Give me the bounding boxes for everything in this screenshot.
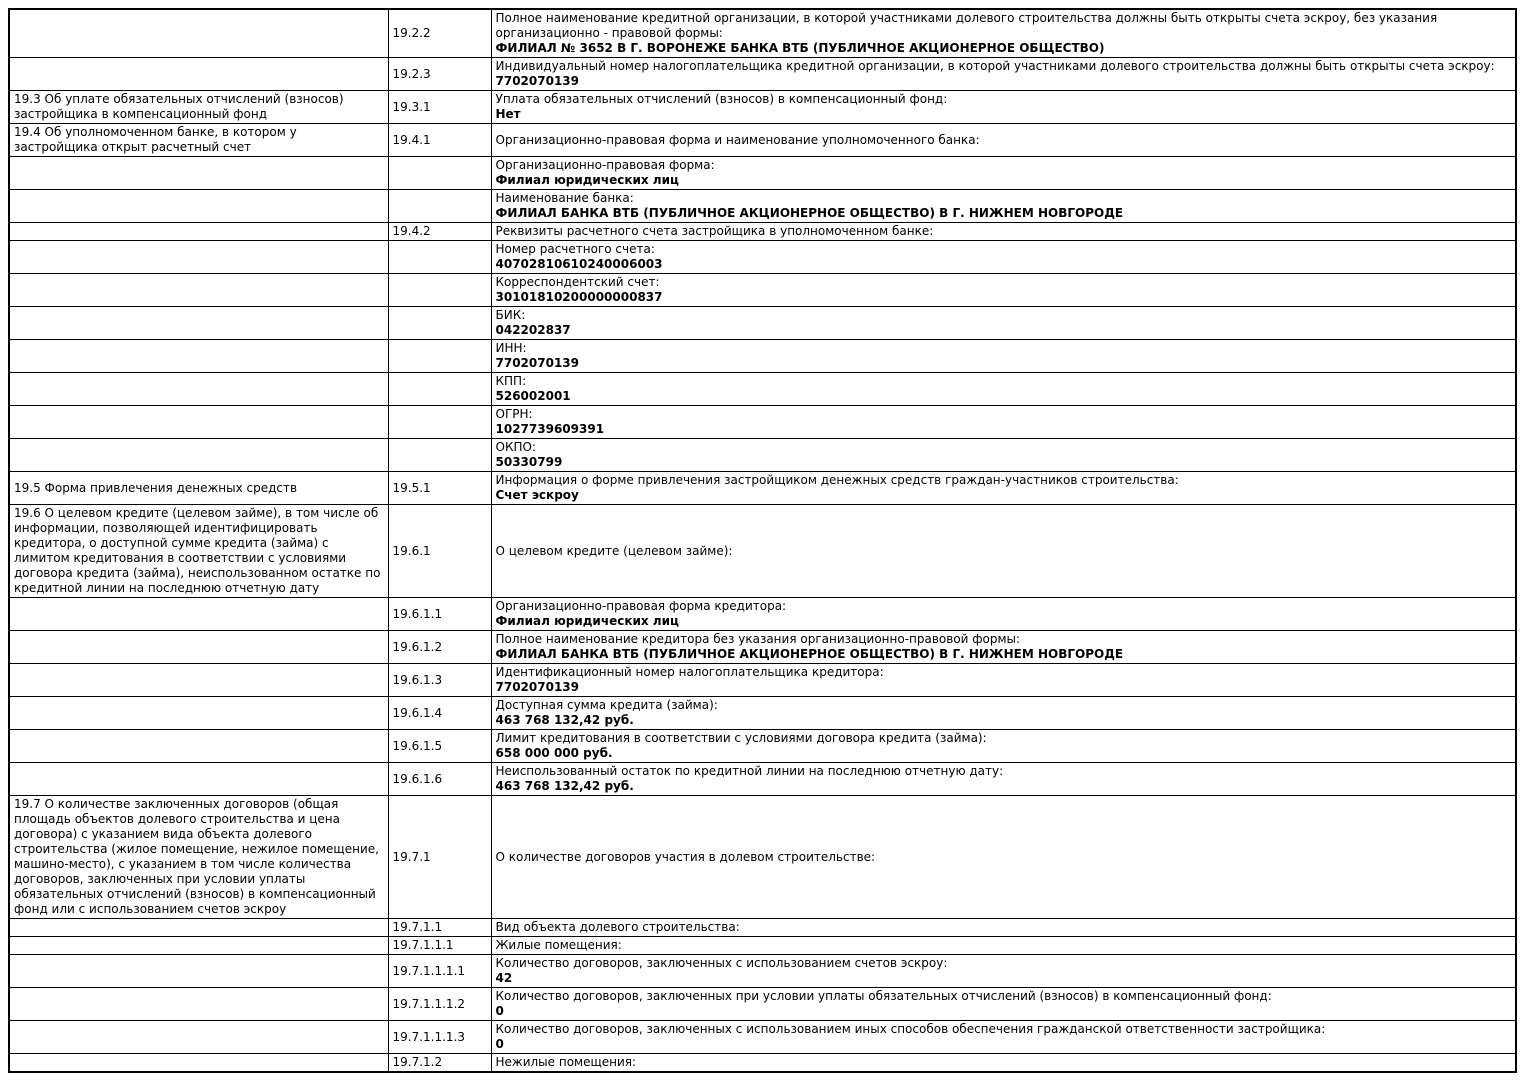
table-row	[9, 763, 1516, 796]
field-label: Неиспользованный остаток по кредитной линии на последнюю отчетную дату:	[495, 764, 1004, 778]
content-cell	[491, 664, 1516, 697]
field-label: Количество договоров, заключенных при условии уплаты обязательных отчислений (взносов) в компенсационный фонд:	[495, 989, 1272, 1003]
declaration-table	[8, 8, 1517, 1073]
table-row	[9, 796, 1516, 919]
section-title-cell: 19.3 Об уплате обязательных отчислений (взносов) застройщика в компенсационный фонд	[9, 91, 388, 124]
section-title-cell	[9, 598, 388, 631]
content-cell	[491, 190, 1516, 223]
field-label: ИНН:	[495, 341, 527, 355]
field-label: Вид объекта долевого строительства:	[495, 920, 740, 934]
field-label: Корреспондентский счет:	[495, 275, 660, 289]
table-row	[9, 1021, 1516, 1054]
clause-number-cell	[388, 157, 491, 190]
field-label: Уплата обязательных отчислений (взносов) в компенсационный фонд:	[495, 92, 948, 106]
clause-number-cell: 19.6.1.2	[388, 631, 491, 664]
field-label: О целевом кредите (целевом займе):	[495, 543, 733, 558]
content-cell	[491, 505, 1516, 598]
table-row	[9, 955, 1516, 988]
content-cell	[491, 340, 1516, 373]
section-title-cell	[9, 763, 388, 796]
table-row	[9, 223, 1516, 241]
table-row	[9, 274, 1516, 307]
content-cell	[491, 373, 1516, 406]
field-label: Количество договоров, заключенных с использованием иных способов обеспечения гражданской ответственности застройщика:	[495, 1022, 1326, 1036]
content-cell	[491, 1054, 1516, 1073]
section-title-cell	[9, 9, 388, 58]
clause-number-cell: 19.7.1.1	[388, 919, 491, 937]
clause-number-cell: 19.7.1.2	[388, 1054, 491, 1073]
section-title-cell	[9, 406, 388, 439]
field-value: 1027739609391	[495, 422, 605, 436]
table-row	[9, 124, 1516, 157]
section-title-cell	[9, 274, 388, 307]
content-cell	[491, 439, 1516, 472]
table-row	[9, 598, 1516, 631]
field-value: 526002001	[495, 389, 571, 403]
field-label: Идентификационный номер налогоплательщика кредитора:	[495, 665, 884, 679]
content-cell	[491, 241, 1516, 274]
section-title-cell	[9, 955, 388, 988]
content-cell	[491, 763, 1516, 796]
field-value: 0	[495, 1004, 504, 1018]
clause-number-cell: 19.2.2	[388, 9, 491, 58]
section-title-cell	[9, 439, 388, 472]
clause-number-cell: 19.6.1.5	[388, 730, 491, 763]
clause-number-cell: 19.4.1	[388, 124, 491, 157]
table-row	[9, 937, 1516, 955]
field-value: Счет эскроу	[495, 488, 579, 502]
field-value: 7702070139	[495, 74, 579, 88]
content-cell	[491, 730, 1516, 763]
table-row	[9, 631, 1516, 664]
section-title-cell	[9, 307, 388, 340]
section-title-cell	[9, 241, 388, 274]
field-label: Доступная сумма кредита (займа):	[495, 698, 718, 712]
field-value: 463 768 132,42 руб.	[495, 779, 634, 793]
clause-number-cell: 19.6.1.1	[388, 598, 491, 631]
clause-number-cell: 19.6.1	[388, 505, 491, 598]
clause-number-cell: 19.2.3	[388, 58, 491, 91]
section-title-cell: 19.5 Форма привлечения денежных средств	[9, 472, 388, 505]
content-cell	[491, 274, 1516, 307]
field-label: Наименование банка:	[495, 191, 634, 205]
clause-number-cell: 19.7.1.1.1.3	[388, 1021, 491, 1054]
section-title-cell	[9, 1054, 388, 1073]
section-title-cell	[9, 373, 388, 406]
table-row	[9, 58, 1516, 91]
table-row	[9, 190, 1516, 223]
field-value: Филиал юридических лиц	[495, 614, 679, 628]
field-label: Количество договоров, заключенных с использованием счетов эскроу:	[495, 956, 948, 970]
table-row	[9, 988, 1516, 1021]
field-value: 0	[495, 1037, 504, 1051]
field-value: 658 000 000 руб.	[495, 746, 613, 760]
clause-number-cell	[388, 406, 491, 439]
clause-number-cell: 19.7.1.1.1.1	[388, 955, 491, 988]
content-cell	[491, 406, 1516, 439]
clause-number-cell	[388, 373, 491, 406]
field-value: ФИЛИАЛ № 3652 В Г. ВОРОНЕЖЕ БАНКА ВТБ (ПУБЛИЧНОЕ АКЦИОНЕРНОЕ ОБЩЕСТВО)	[495, 41, 1105, 55]
clause-number-cell: 19.4.2	[388, 223, 491, 241]
table-row	[9, 697, 1516, 730]
section-title-cell	[9, 1021, 388, 1054]
table-row	[9, 9, 1516, 58]
content-cell	[491, 631, 1516, 664]
field-value: 40702810610240006003	[495, 257, 663, 271]
field-label: Нежилые помещения:	[495, 1055, 637, 1069]
content-cell	[491, 1021, 1516, 1054]
section-title-cell	[9, 697, 388, 730]
clause-number-cell	[388, 340, 491, 373]
section-title-cell	[9, 937, 388, 955]
content-cell	[491, 955, 1516, 988]
table-row	[9, 91, 1516, 124]
field-value: 50330799	[495, 455, 563, 469]
content-cell	[491, 307, 1516, 340]
clause-number-cell: 19.7.1	[388, 796, 491, 919]
clause-number-cell: 19.7.1.1.1	[388, 937, 491, 955]
table-row	[9, 406, 1516, 439]
field-value: Нет	[495, 107, 521, 121]
section-title-cell	[9, 988, 388, 1021]
field-label: БИК:	[495, 308, 526, 322]
field-label: Организационно-правовая форма и наименование уполномоченного банка:	[495, 132, 980, 147]
field-label: Жилые помещения:	[495, 938, 622, 952]
section-title-cell: 19.7 О количестве заключенных договоров (общая площадь объектов долевого строительства и цена договора) с указанием вида объекта долевого строительства (жилое помещение, нежилое помещение, машино-место), с указанием в том числе количества договоров, заключенных при условии уплаты обязательных отчислений (взносов) в компенсационный фонд или с использованием счетов эскроу	[9, 796, 388, 919]
field-label: КПП:	[495, 374, 527, 388]
clause-number-cell	[388, 274, 491, 307]
table-row	[9, 505, 1516, 598]
table-row	[9, 919, 1516, 937]
field-value: Филиал юридических лиц	[495, 173, 679, 187]
section-title-cell	[9, 631, 388, 664]
content-cell	[491, 157, 1516, 190]
section-title-cell: 19.4 Об уполномоченном банке, в котором у застройщика открыт расчетный счет	[9, 124, 388, 157]
content-cell	[491, 988, 1516, 1021]
field-label: Реквизиты расчетного счета застройщика в уполномоченном банке:	[495, 224, 934, 238]
field-label: Полное наименование кредитной организации, в которой участниками долевого строительства должны быть открыты счета эскроу, без указания организационно - правовой формы:	[495, 11, 1438, 40]
content-cell	[491, 223, 1516, 241]
table-row	[9, 472, 1516, 505]
section-title-cell	[9, 730, 388, 763]
content-cell	[491, 937, 1516, 955]
section-title-cell	[9, 664, 388, 697]
table-row	[9, 157, 1516, 190]
table-row	[9, 307, 1516, 340]
field-label: ОГРН:	[495, 407, 533, 421]
field-label: Номер расчетного счета:	[495, 242, 655, 256]
clause-number-cell: 19.3.1	[388, 91, 491, 124]
field-label: О количестве договоров участия в долевом строительстве:	[495, 849, 876, 864]
clause-number-cell	[388, 307, 491, 340]
field-value: ФИЛИАЛ БАНКА ВТБ (ПУБЛИЧНОЕ АКЦИОНЕРНОЕ ОБЩЕСТВО) В Г. НИЖНЕМ НОВГОРОДЕ	[495, 647, 1124, 661]
content-cell	[491, 9, 1516, 58]
table-row	[9, 340, 1516, 373]
clause-number-cell	[388, 190, 491, 223]
content-cell	[491, 796, 1516, 919]
section-title-cell: 19.6 О целевом кредите (целевом займе), в том числе об информации, позволяющей идентифицировать кредитора, о доступной сумме кредита (займа) с лимитом кредитования в соответствии с условиями договора кредита (займа), неиспользованном остатке по кредитной линии на последнюю отчетную дату	[9, 505, 388, 598]
field-value: 7702070139	[495, 356, 579, 370]
field-label: Индивидуальный номер налогоплательщика кредитной организации, в которой участниками долевого строительства должны быть открыты счета эскроу:	[495, 59, 1495, 73]
table-row	[9, 730, 1516, 763]
content-cell	[491, 697, 1516, 730]
clause-number-cell: 19.6.1.3	[388, 664, 491, 697]
section-title-cell	[9, 223, 388, 241]
field-label: Полное наименование кредитора без указания организационно-правовой формы:	[495, 632, 1021, 646]
section-title-cell	[9, 919, 388, 937]
content-cell	[491, 598, 1516, 631]
field-value: 42	[495, 971, 513, 985]
clause-number-cell: 19.5.1	[388, 472, 491, 505]
table-row	[9, 1054, 1516, 1073]
clause-number-cell: 19.7.1.1.1.2	[388, 988, 491, 1021]
field-label: ОКПО:	[495, 440, 536, 454]
clause-number-cell	[388, 241, 491, 274]
section-title-cell	[9, 157, 388, 190]
section-title-cell	[9, 58, 388, 91]
content-cell	[491, 919, 1516, 937]
field-label: Лимит кредитования в соответствии с условиями договора кредита (займа):	[495, 731, 987, 745]
field-label: Организационно-правовая форма:	[495, 158, 715, 172]
table-row	[9, 241, 1516, 274]
field-value: 463 768 132,42 руб.	[495, 713, 634, 727]
field-label: Организационно-правовая форма кредитора:	[495, 599, 787, 613]
clause-number-cell: 19.6.1.4	[388, 697, 491, 730]
table-row	[9, 439, 1516, 472]
field-value: 7702070139	[495, 680, 579, 694]
table-row	[9, 373, 1516, 406]
table-body	[9, 9, 1516, 1072]
section-title-cell	[9, 340, 388, 373]
content-cell	[491, 91, 1516, 124]
field-value: ФИЛИАЛ БАНКА ВТБ (ПУБЛИЧНОЕ АКЦИОНЕРНОЕ ОБЩЕСТВО) В Г. НИЖНЕМ НОВГОРОДЕ	[495, 206, 1124, 220]
field-value: 30101810200000000837	[495, 290, 663, 304]
table-row	[9, 664, 1516, 697]
field-label: Информация о форме привлечения застройщиком денежных средств граждан-участников строительства:	[495, 473, 1179, 487]
content-cell	[491, 124, 1516, 157]
content-cell	[491, 58, 1516, 91]
clause-number-cell: 19.6.1.6	[388, 763, 491, 796]
section-title-cell	[9, 190, 388, 223]
content-cell	[491, 472, 1516, 505]
field-value: 042202837	[495, 323, 571, 337]
clause-number-cell	[388, 439, 491, 472]
